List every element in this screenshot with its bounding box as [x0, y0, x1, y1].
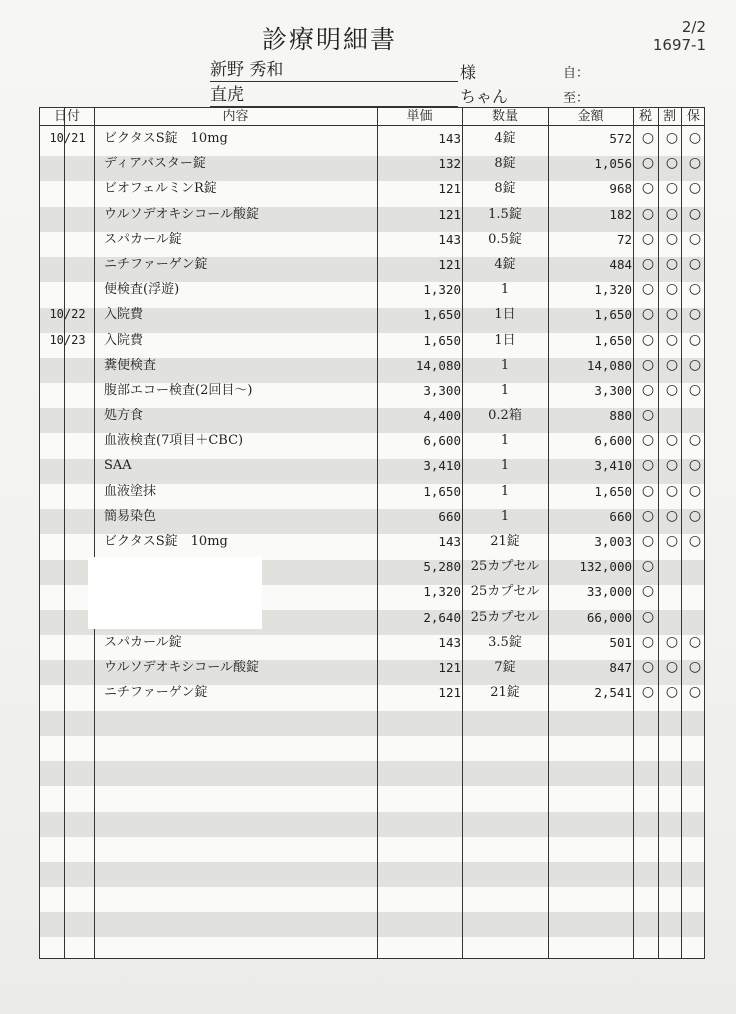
- row-qty: 1: [500, 382, 510, 398]
- row-amount: 3,300: [594, 382, 632, 398]
- row-amount: 3,003: [594, 534, 632, 549]
- row-qty: 1: [500, 433, 510, 449]
- row-tax-mark: ○: [641, 255, 655, 272]
- redacted-area: [88, 557, 262, 629]
- row-insurance-mark: ○: [688, 633, 702, 650]
- row-qty: 8錠: [494, 156, 516, 172]
- row-qty: 1: [500, 458, 510, 474]
- row-tax-mark: ○: [641, 230, 655, 247]
- table-row: [40, 479, 704, 504]
- row-qty: 7錠: [494, 659, 516, 675]
- row-item: 簡易染色: [104, 508, 157, 524]
- row-amount: 968: [609, 181, 632, 197]
- header-insurance: 保: [686, 109, 700, 124]
- row-tax-mark: ○: [641, 356, 655, 373]
- row-item: ウルソデオキシコール酸錠: [104, 206, 259, 222]
- row-qty: 1.5錠: [488, 206, 522, 222]
- row-tax-mark: ○: [641, 633, 655, 650]
- row-tax-mark: ○: [641, 608, 655, 625]
- row-amount: 1,650: [594, 483, 632, 499]
- row-amount: 72: [616, 231, 632, 247]
- row-item: 便検査(浮遊): [104, 282, 180, 298]
- period-to-label: 至：: [563, 91, 590, 106]
- row-item: ウルソデオキシコール酸錠: [104, 659, 259, 675]
- header-qty: 数量: [491, 109, 518, 124]
- row-price: 1,650: [423, 332, 461, 348]
- header-item: 内容: [222, 109, 249, 124]
- row-tax-mark: ○: [641, 130, 655, 146]
- row-amount: 501: [609, 634, 632, 650]
- row-qty: 1: [500, 357, 510, 373]
- row-insurance-mark: ○: [688, 658, 702, 675]
- row-item: 糞便検査: [104, 357, 157, 373]
- row-item: SAA: [104, 458, 132, 474]
- row-tax-mark: ○: [641, 684, 655, 701]
- row-qty: 25カプセル: [470, 559, 540, 575]
- row-tax-mark: ○: [641, 558, 655, 575]
- table-row: [40, 328, 704, 353]
- row-item: ビオフェルミンR錠: [104, 181, 217, 197]
- detail-table: [39, 107, 705, 959]
- row-amount: 572: [609, 131, 632, 146]
- table-row: [40, 151, 704, 176]
- row-tax-mark: ○: [641, 533, 655, 549]
- row-insurance-mark: ○: [688, 356, 702, 373]
- row-band: [40, 761, 704, 786]
- row-band: [40, 862, 704, 887]
- document-number: 1697-1: [652, 36, 706, 54]
- row-date: 10/22: [49, 307, 86, 322]
- table-row: [40, 126, 704, 151]
- row-price: 2,640: [423, 609, 461, 625]
- row-discount-mark: ○: [665, 381, 679, 398]
- header-amount: 金額: [577, 109, 604, 124]
- row-price: 121: [438, 685, 461, 701]
- row-item: ニチファーゲン錠: [104, 685, 208, 701]
- row-tax-mark: ○: [641, 432, 655, 449]
- row-insurance-mark: ○: [688, 205, 702, 222]
- row-amount: 2,541: [594, 685, 632, 701]
- row-discount-mark: ○: [665, 130, 679, 146]
- row-insurance-mark: ○: [688, 331, 702, 348]
- row-price: 132: [438, 156, 461, 172]
- row-amount: 880: [609, 408, 632, 424]
- row-insurance-mark: ○: [688, 684, 702, 701]
- row-amount: 660: [609, 508, 632, 524]
- row-price: 3,410: [423, 458, 461, 474]
- table-row: [40, 630, 704, 655]
- row-price: 121: [438, 256, 461, 272]
- row-item: スパカール錠: [104, 634, 182, 650]
- row-amount: 484: [609, 256, 632, 272]
- row-price: 1,320: [423, 282, 461, 298]
- row-price: 14,080: [415, 357, 461, 373]
- table-row: [40, 504, 704, 529]
- row-tax-mark: ○: [641, 407, 655, 424]
- row-amount: 33,000: [586, 584, 632, 600]
- row-amount: 14,080: [586, 357, 632, 373]
- patient-name: 直虎: [210, 84, 458, 107]
- table-row: [40, 403, 704, 428]
- row-item: ニチファーゲン錠: [104, 256, 208, 272]
- row-amount: 3,410: [594, 458, 632, 474]
- row-insurance-mark: ○: [688, 482, 702, 499]
- row-insurance-mark: ○: [688, 180, 702, 197]
- table-row: [40, 655, 704, 680]
- row-amount: 1,056: [594, 156, 632, 172]
- row-discount-mark: ○: [665, 205, 679, 222]
- row-discount-mark: ○: [665, 255, 679, 272]
- row-amount: 66,000: [586, 609, 632, 625]
- row-qty: 3.5錠: [488, 634, 522, 650]
- row-qty: 25カプセル: [470, 609, 540, 625]
- row-qty: 25カプセル: [470, 584, 540, 600]
- row-band: [40, 912, 704, 937]
- row-price: 6,600: [423, 433, 461, 449]
- row-amount: 1,650: [594, 307, 632, 323]
- table-row: [40, 252, 704, 277]
- row-insurance-mark: ○: [688, 381, 702, 398]
- row-price: 121: [438, 181, 461, 197]
- row-discount-mark: ○: [665, 155, 679, 172]
- row-discount-mark: ○: [665, 432, 679, 449]
- row-tax-mark: ○: [641, 507, 655, 524]
- row-discount-mark: ○: [665, 482, 679, 499]
- row-discount-mark: ○: [665, 331, 679, 348]
- row-discount-mark: ○: [665, 507, 679, 524]
- row-price: 1,650: [423, 307, 461, 323]
- row-discount-mark: ○: [665, 306, 679, 323]
- row-tax-mark: ○: [641, 457, 655, 474]
- row-item: ビクタスS錠 10mg: [104, 534, 228, 549]
- row-item: ディアバスター錠: [104, 156, 206, 172]
- row-item: 腹部エコー検査(2回目～): [104, 382, 253, 398]
- row-qty: 21錠: [490, 534, 520, 549]
- table-row: [40, 176, 704, 201]
- row-tax-mark: ○: [641, 331, 655, 348]
- row-tax-mark: ○: [641, 155, 655, 172]
- table-row: [40, 302, 704, 327]
- row-tax-mark: ○: [641, 306, 655, 323]
- row-insurance-mark: ○: [688, 155, 702, 172]
- row-item: ビクタスS錠 10mg: [104, 131, 228, 146]
- row-tax-mark: ○: [641, 482, 655, 499]
- header-price: 単価: [406, 109, 433, 124]
- row-band: [40, 812, 704, 837]
- row-insurance-mark: ○: [688, 457, 702, 474]
- row-amount: 182: [609, 206, 632, 222]
- patient-suffix: ちゃん: [460, 87, 509, 106]
- row-amount: 1,320: [594, 282, 632, 298]
- row-item: 処方食: [104, 408, 144, 424]
- row-qty: 0.2箱: [488, 408, 522, 424]
- row-band: [40, 711, 704, 736]
- row-insurance-mark: ○: [688, 507, 702, 524]
- table-row: [40, 202, 704, 227]
- row-amount: 6,600: [594, 433, 632, 449]
- row-item: スパカール錠: [104, 231, 182, 247]
- row-insurance-mark: ○: [688, 230, 702, 247]
- row-qty: 1: [500, 282, 510, 298]
- header-tax: 税: [638, 109, 652, 124]
- table-row: [40, 428, 704, 453]
- row-qty: 8錠: [494, 181, 516, 197]
- page-number: 2/2: [681, 18, 706, 36]
- row-price: 1,320: [423, 584, 461, 600]
- table-row: [40, 227, 704, 252]
- row-amount: 1,650: [594, 332, 632, 348]
- row-item: 血液塗抹: [104, 483, 157, 499]
- period-from-label: 自：: [563, 66, 590, 81]
- header-date: 日付: [53, 109, 80, 124]
- row-tax-mark: ○: [641, 583, 655, 600]
- row-price: 1,650: [423, 483, 461, 499]
- row-insurance-mark: ○: [688, 281, 702, 298]
- row-discount-mark: ○: [665, 356, 679, 373]
- row-amount: 132,000: [579, 559, 632, 575]
- row-discount-mark: ○: [665, 180, 679, 197]
- row-amount: 847: [609, 659, 632, 675]
- row-price: 143: [438, 231, 461, 247]
- row-discount-mark: ○: [665, 230, 679, 247]
- table-header: [40, 108, 704, 126]
- row-qty: 4錠: [494, 256, 516, 272]
- row-price: 660: [438, 508, 461, 524]
- row-discount-mark: ○: [665, 658, 679, 675]
- row-item: 血液検査(7項目＋CBC): [104, 433, 244, 449]
- row-qty: 21錠: [490, 685, 520, 701]
- row-discount-mark: ○: [665, 533, 679, 549]
- owner-name: 新野 秀和: [210, 59, 458, 82]
- row-insurance-mark: ○: [688, 130, 702, 146]
- row-qty: 1: [500, 508, 510, 524]
- row-discount-mark: ○: [665, 457, 679, 474]
- table-row: [40, 453, 704, 478]
- row-qty: 4錠: [494, 131, 516, 146]
- row-price: 143: [438, 634, 461, 650]
- row-price: 143: [438, 131, 461, 146]
- table-row: [40, 680, 704, 705]
- row-qty: 0.5錠: [488, 231, 522, 247]
- row-tax-mark: ○: [641, 658, 655, 675]
- table-row: [40, 277, 704, 302]
- row-qty: 1日: [494, 332, 516, 348]
- row-item: 入院費: [104, 332, 144, 348]
- row-price: 143: [438, 534, 461, 549]
- row-price: 121: [438, 659, 461, 675]
- row-insurance-mark: ○: [688, 255, 702, 272]
- table-row: [40, 378, 704, 403]
- row-qty: 1: [500, 483, 510, 499]
- row-insurance-mark: ○: [688, 533, 702, 549]
- row-date: 10/23: [49, 332, 86, 347]
- row-price: 121: [438, 206, 461, 222]
- row-price: 4,400: [423, 408, 461, 424]
- owner-suffix: 様: [460, 63, 477, 82]
- row-discount-mark: ○: [665, 281, 679, 298]
- row-insurance-mark: ○: [688, 306, 702, 323]
- row-discount-mark: ○: [665, 684, 679, 701]
- header-discount: 割: [662, 109, 676, 124]
- row-tax-mark: ○: [641, 180, 655, 197]
- row-qty: 1日: [494, 307, 516, 323]
- row-price: 5,280: [423, 559, 461, 575]
- table-row: [40, 353, 704, 378]
- row-discount-mark: ○: [665, 633, 679, 650]
- row-insurance-mark: ○: [688, 432, 702, 449]
- row-price: 3,300: [423, 382, 461, 398]
- row-tax-mark: ○: [641, 381, 655, 398]
- row-date: 10/21: [49, 131, 86, 145]
- row-tax-mark: ○: [641, 281, 655, 298]
- row-item: 入院費: [104, 307, 144, 323]
- page-title: 診療明細書: [262, 25, 398, 54]
- row-tax-mark: ○: [641, 205, 655, 222]
- table-row: [40, 529, 704, 554]
